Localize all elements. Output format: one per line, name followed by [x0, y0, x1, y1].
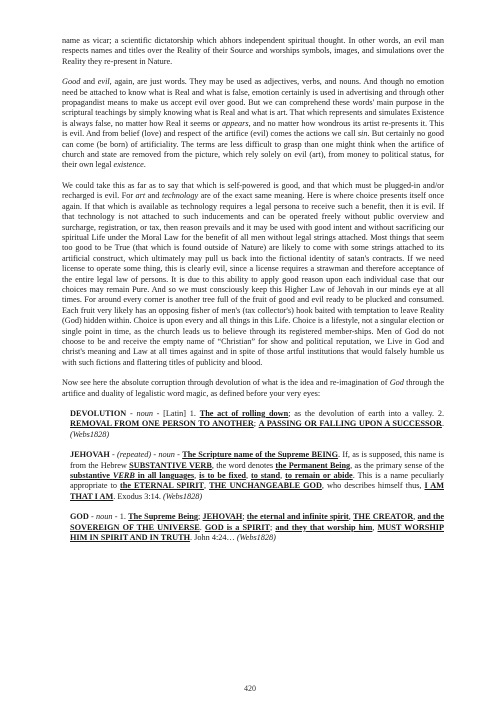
text-run: VERB: [112, 471, 135, 481]
paragraph-devolution-intro: [62, 378, 444, 399]
text-run: . If, as is supposed, this name is from the Hebrew: [70, 450, 444, 470]
text-run: and: [145, 191, 162, 201]
text-run: ; as the devolution of earth into a valley. 2.: [288, 409, 445, 418]
text-run: ;: [198, 512, 203, 522]
text-run: in all languages: [134, 471, 195, 481]
text-run: ;: [242, 512, 247, 522]
text-run: A PASSING OR FALLING UPON A SUCCESSOR: [258, 419, 442, 429]
text-run: SUBSTANTIVE VERB: [129, 460, 212, 470]
text-run: -: [174, 450, 183, 460]
document-page: [62, 36, 444, 553]
text-run: , again, are just words. They may be used as adjectives, verbs, and nouns. And though no emotion need be attached to know what is Real and what is false, emotion certainly is used in advertising and through other propagandist means to make us accept evil over good. But we can comprehend these words' main purpose in the scriptural teachings by simply knowing what is Real and what is art. That which represents and simulates Existence is always false, no matter how Real it seems or: [62, 77, 444, 128]
text-run: . This is a name peculiarly appropriate to: [70, 471, 445, 491]
text-run: JEHOVAH: [202, 512, 243, 522]
text-run: I AM THAT I AM: [70, 481, 445, 501]
text-run: noun: [96, 512, 113, 522]
text-run: (Webs1828): [70, 429, 110, 439]
text-run: ,: [203, 481, 210, 491]
text-run: appears: [222, 118, 249, 128]
page-number: 420: [244, 684, 256, 693]
text-run: noun: [158, 450, 175, 460]
text-run: - 1.: [112, 512, 129, 522]
text-run: . But certainly no good can come (be born) of artificiality. The terms are less difficult to grasp than one might think when the artifice of church and state are removed from the picture, which rely solely on evil (art), from money to political status, for their own legal: [62, 129, 445, 170]
text-run: ,: [280, 471, 286, 481]
definition-devolution: [70, 409, 444, 440]
text-run: the ETERNAL SPIRIT: [120, 481, 204, 491]
text-run: existence: [113, 160, 144, 170]
paragraph-technology: [62, 181, 444, 368]
text-run: -: [126, 409, 137, 418]
text-run: and: [80, 77, 98, 87]
text-run: ,: [372, 522, 378, 532]
text-run: noun: [136, 409, 153, 418]
text-run: THE CREATOR: [353, 512, 414, 522]
text-run: (Webs1828): [162, 491, 203, 501]
text-run: ,: [348, 512, 354, 522]
text-run: DEVOLUTION: [70, 409, 127, 418]
text-run: GOD is a SPIRIT: [204, 522, 270, 532]
text-run: (Webs1828): [236, 533, 276, 543]
text-run: and they that worship him: [275, 522, 373, 532]
text-run: , and no matter how wondrous its artist re-presents it. This is evil. And from belief (love) and respect of the artifice (evil) comes the actions we call: [62, 118, 444, 139]
text-run: JEHOVAH: [70, 450, 110, 460]
text-run: -: [151, 450, 159, 460]
text-run: ,: [413, 512, 418, 522]
paragraph-intro: [62, 36, 444, 67]
text-run: to remain or abide: [285, 471, 353, 481]
text-run: The Supreme Being: [128, 512, 198, 522]
text-run: God: [389, 378, 404, 388]
text-run: THE UNCHANGEABLE GOD: [209, 481, 322, 491]
text-run: The Scripture name of the Supreme BEING: [182, 450, 339, 460]
text-run: ;: [253, 419, 259, 429]
text-run: Now see here the absolute corruption through devolution of what is the idea and re-imagination of: [62, 378, 390, 388]
text-run: through the artifice and duality of legalistic word magic, as defined before your very eyes:: [62, 378, 444, 398]
text-run: - [Latin] 1.: [152, 409, 200, 418]
text-run: to stand: [250, 471, 281, 481]
text-run: evil: [97, 77, 110, 87]
paragraph-good-evil: [62, 77, 444, 171]
text-run: art: [135, 191, 146, 201]
text-run: .: [441, 419, 444, 429]
text-run: The act of rolling down: [199, 409, 289, 418]
text-run: -: [88, 512, 97, 522]
text-run: , the word denotes: [211, 460, 276, 470]
definition-jehovah: [70, 450, 444, 502]
text-run: .: [143, 160, 146, 170]
text-run: ;: [269, 522, 276, 532]
text-run: .: [199, 522, 205, 532]
text-run: and the SOVEREIGN OF THE UNIVERSE: [70, 512, 445, 532]
text-run: , as the primary sense of the: [350, 460, 444, 470]
text-run: . John 4:24…: [190, 533, 237, 543]
text-run: (repeated): [117, 450, 152, 460]
text-run: Good: [62, 77, 81, 87]
text-run: , who describes himself thus,: [321, 481, 425, 491]
text-run: the eternal and infinite spirit: [246, 512, 349, 522]
text-run: technology: [161, 191, 199, 201]
text-run: are of the exact same meaning. Here is where choice presents itself once again. If that which is available as technology requires a legal persona to receive such a benefit, then it is evil. If that technology is not attached to such inducements and can be operated freely without public overview and surcharge, registration, or tax, then reason prevails and it may be used with good intent and without sacrificing our spiritual Life under the Moral Law for the benefit of all men without legal strings attached. Most things that seem too good to be True (that which is found outside of Nature) are likely to come with some strings attached to its artificial construct, which ultimately may pull us back into the fictional identity of satan's contracts. If we need license to operate some thing, this is clearly evil, since a license requires a strawman and therefore acceptance of the entire legal law of persons. It is due to this ability to apply good reason upon each individual case that our choices may remain Pure. And so we must consciously keep this Higher Law of Jehovah in our minds eye at all times. For around every corner is another tree full of the fruit of good and evil ready to be plucked and consumed. Each fruit very likely has an opposing fisher of men's (tax collector's) hook baited with temptation to leave Reality (God) hidden within. Choice is upon every and all things in this Life. Choice is a lifestyle, not a singular election or single point in time, as the church leads us to believe through its registered member-ships. Men of God do not choose to be and receive the empty name of “Christian” for show and political reputation, we Live in God and christ's meaning and Law at all times against and in spite of those artful institutions that would falsely humble us with such fictions and flattering titles of publicity and blood.: [62, 191, 444, 367]
text-run: ,: [194, 471, 200, 481]
text-run: REMOVAL FROM ONE PERSON TO ANOTHER: [70, 419, 254, 429]
text-run: ,: [245, 471, 251, 481]
text-run: . Exodus 3:14.: [113, 491, 163, 501]
text-run: substantive: [70, 471, 113, 481]
text-run: We could take this as far as to say that which is self-powered is good, and that which must be plugged-in and/or recharged is evil. For: [62, 180, 444, 201]
definition-god: [70, 512, 444, 543]
text-run: -: [109, 450, 118, 460]
text-run: sin: [357, 129, 368, 139]
text-run: is to be fixed: [199, 471, 246, 481]
text-run: name as vicar; a scientific dictatorship which abhors independent spiritual thought. In other words, an evil man respects names and titles over the Reality of their Source and worships symbols, images, and simulations over the Reality they re-present in Nature.: [62, 36, 444, 66]
text-run: MUST WORSHIP HIM IN SPIRIT AND IN TRUTH: [70, 522, 444, 543]
text-run: GOD: [70, 512, 89, 522]
text-run: the Permanent Being: [275, 460, 351, 470]
